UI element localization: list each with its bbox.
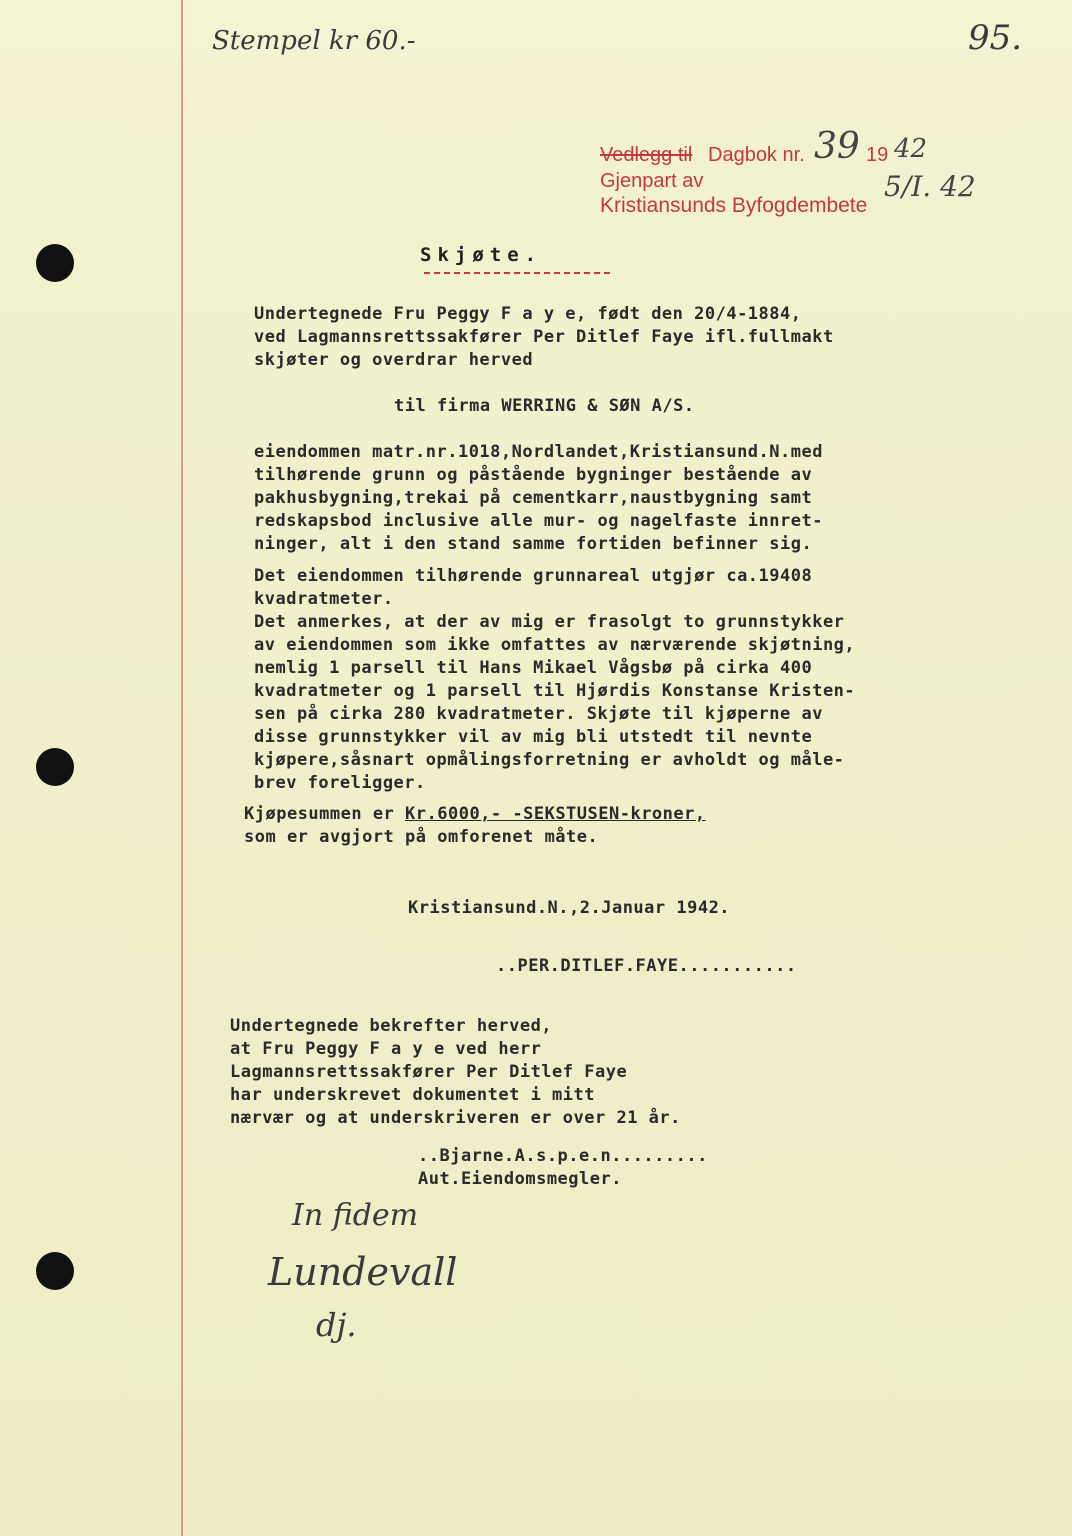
stamp-year-suffix: 42 <box>894 134 928 164</box>
stamp-dagbok-number: 39 <box>814 126 860 167</box>
stamp-struck-text: Vedlegg til <box>600 144 693 166</box>
body-line: pakhusbygning,trekai på cementkarr,naustbygning samt <box>254 488 813 508</box>
attest-line: Lagmannsrettssakfører Per Ditlef Faye <box>230 1062 628 1082</box>
body-line: brev foreligger. <box>254 773 426 793</box>
buyer-line: til firma WERRING & SØN A/S. <box>394 396 695 416</box>
attest-line: Undertegnede bekrefter herved, <box>230 1016 553 1036</box>
body-line: Det anmerkes, at der av mig er frasolgt to grunnstykker <box>254 612 845 632</box>
body-line: nemlig 1 parsell til Hans Mikael Vågsbø på cirka 400 <box>254 658 813 678</box>
attest-line: har underskrevet dokumentet i mitt <box>230 1085 595 1105</box>
body-line: Det eiendommen tilhørende grunnareal utgjør ca.19408 <box>254 566 813 586</box>
stamp-year-prefix: 19 <box>866 144 889 166</box>
body-line: Undertegnede Fru Peggy F a y e, født den 20/4-1884, <box>254 304 802 324</box>
stamp-gjenpart: Gjenpart av <box>600 170 704 192</box>
body-line: kvadratmeter. <box>254 589 394 609</box>
title-underline <box>424 272 610 274</box>
stamp-fee-note: Stempel kr 60.- <box>212 26 416 56</box>
margin-line <box>181 0 183 1536</box>
document-title: Skjøte. <box>420 244 543 266</box>
witness-title: Aut.Eiendomsmegler. <box>418 1169 622 1189</box>
stamp-office: Kristiansunds Byfogdembete <box>600 194 868 217</box>
stamp-dagbok-label: Dagbok nr. <box>708 144 805 166</box>
body-line: sen på cirka 280 kvadratmeter. Skjøte til kjøperne av <box>254 704 823 724</box>
body-line: ninger, alt i den stand samme fortiden befinner sig. <box>254 534 813 554</box>
price-prefix: Kjøpesummen er <box>244 804 406 824</box>
seller-signature-line: ..PER.DITLEF.FAYE........... <box>496 956 797 976</box>
punch-hole-middle <box>36 748 74 786</box>
body-line: eiendommen matr.nr.1018,Nordlandet,Kristiansund.N.med <box>254 442 823 462</box>
official-initials: dj. <box>316 1306 357 1344</box>
stamp-handwritten-date: 5/I. 42 <box>884 170 976 203</box>
body-line: skjøter og overdrar herved <box>254 350 534 370</box>
body-line: kjøpere,såsnart opmålingsforretning er avholdt og måle- <box>254 750 845 770</box>
in-fidem-note: In fidem <box>292 1198 419 1233</box>
punch-hole-bottom <box>36 1252 74 1290</box>
price-settled-line: som er avgjort på omforenet måte. <box>244 827 599 847</box>
official-signature: Lundevall <box>268 1250 458 1294</box>
place-date: Kristiansund.N.,2.Januar 1942. <box>408 898 731 918</box>
attest-line: nærvær og at underskriveren er over 21 år. <box>230 1108 681 1128</box>
body-line: tilhørende grunn og påstående bygninger bestående av <box>254 465 813 485</box>
body-line: ved Lagmannsrettssakfører Per Ditlef Faye ifl.fullmakt <box>254 327 834 347</box>
price-line <box>244 804 706 824</box>
attest-line: at Fru Peggy F a y e ved herr <box>230 1039 542 1059</box>
body-line: redskapsbod inclusive alle mur- og nagelfaste innret- <box>254 511 823 531</box>
body-line: disse grunnstykker vil av mig bli utstedt til nevnte <box>254 727 813 747</box>
page-number: 95. <box>968 18 1023 58</box>
witness-signature-line: ..Bjarne.A.s.p.e.n......... <box>418 1146 708 1166</box>
body-line: av eiendommen som ikke omfattes av nærværende skjøtning, <box>254 635 856 655</box>
body-line: kvadratmeter og 1 parsell til Hjørdis Konstanse Kristen- <box>254 681 856 701</box>
price-amount: Kr.6000,- -SEKSTUSEN-kroner, <box>405 804 706 824</box>
punch-hole-top <box>36 244 74 282</box>
